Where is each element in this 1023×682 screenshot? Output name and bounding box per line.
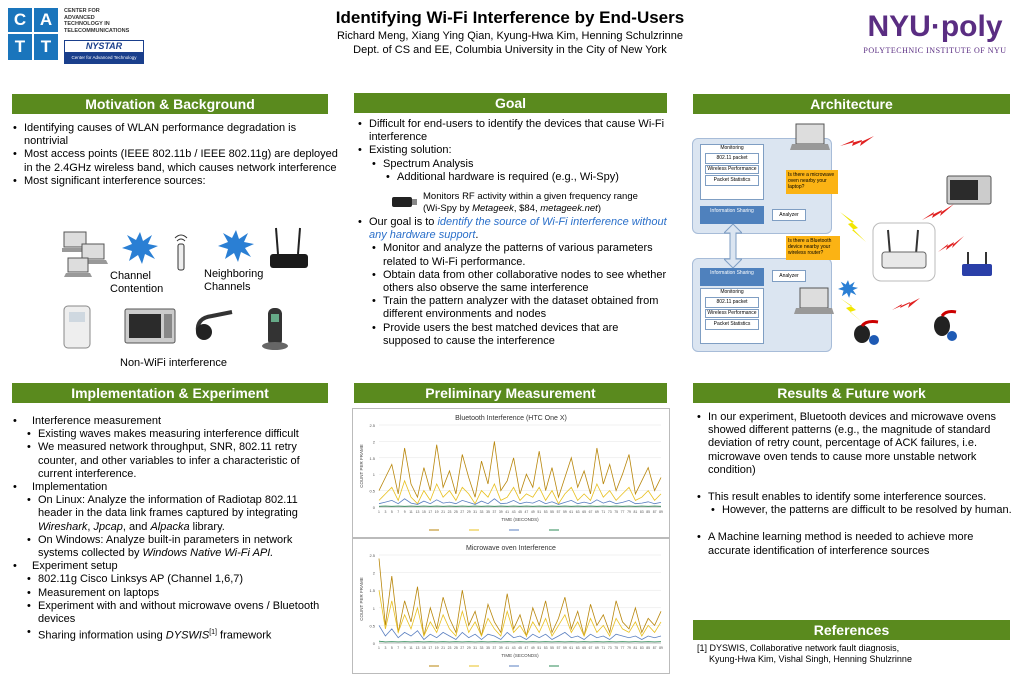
x-tick-label: 69 — [595, 510, 599, 514]
x-tick-label: 57 — [556, 646, 561, 650]
chart-title: Microwave oven Interference — [466, 545, 556, 552]
x-tick-label: 1 — [378, 510, 380, 514]
list-item: • In our experiment, Bluetooth devices and microwave ovens showed different patterns (e.g., the magnitude of standard deviation of retry count, percentage of ACK failures, i.e. microwave oven tends to cause more unstable network condition) — [696, 411, 1014, 477]
x-tick-label: 63 — [575, 510, 580, 514]
analyzer-box: Analyzer — [772, 209, 806, 221]
x-tick-label: 11 — [409, 646, 413, 650]
results-list — [696, 411, 1014, 558]
y-tick-label: 1.5 — [369, 588, 375, 594]
goal-list — [357, 118, 667, 184]
wispy-note: Monitors RF activity within a given frequency range (Wi-Spy by Metageek, $84, metageek.net) — [423, 191, 638, 214]
x-tick-label: 67 — [588, 646, 593, 650]
catt-letter-a: A — [34, 8, 58, 32]
x-tick-label: 29 — [466, 510, 471, 514]
x-tick-label: 23 — [447, 510, 452, 514]
x-tick-label: 7 — [397, 646, 400, 650]
list-item: • Obtain data from other collaborative nodes to see whether others also observe the same interference — [357, 269, 667, 295]
x-tick-label: 31 — [473, 510, 478, 514]
chart-title: Bluetooth Interference (HTC One X) — [455, 415, 567, 422]
authors: Richard Meng, Xiang Ying Qian, Kyung-Hwa Kim, Henning Schulzrinne — [336, 30, 684, 42]
x-tick-label: 9 — [403, 646, 406, 650]
x-tick-label: 33 — [479, 510, 484, 514]
implementation-heading: Implementation & Experiment — [12, 383, 328, 403]
y-tick-label: 2 — [372, 570, 375, 576]
x-tick-label: 45 — [518, 510, 522, 514]
y-tick-label: 2.5 — [369, 423, 375, 428]
list-item: • Interference measurement — [12, 415, 334, 428]
antenna-icon — [172, 232, 190, 272]
x-tick-label: 1 — [378, 646, 380, 650]
x-tick-label: 45 — [518, 646, 522, 650]
x-tick-label: 61 — [569, 510, 574, 514]
y-axis-label: COUNT PER FRAME — [359, 577, 364, 621]
x-tick-label: 23 — [447, 646, 452, 650]
x-tick-label: 71 — [601, 646, 606, 650]
x-tick-label: 41 — [505, 510, 510, 514]
list-item: • We measured network throughput, SNR, 802.11 retry counter, and other variables to infer a characteristic of current interference. — [12, 441, 334, 481]
nyupoly-logo: NYU·poly POLYTECHNIC INSTITUTE OF NYU — [863, 10, 1007, 55]
x-tick-label: 59 — [562, 646, 567, 650]
microwave-chart — [352, 538, 670, 674]
router-icon — [266, 226, 312, 272]
x-tick-label: 27 — [460, 510, 465, 514]
y-tick-label: 0 — [372, 505, 375, 510]
x-tick-label: 29 — [466, 646, 471, 650]
x-tick-label: 87 — [652, 646, 657, 650]
bluetooth-headset-icon — [192, 308, 238, 344]
starburst-icon — [838, 280, 858, 298]
implementation-list — [12, 415, 334, 643]
x-tick-label: 3 — [384, 510, 387, 514]
x-tick-label: 85 — [646, 646, 651, 650]
catt-letter-t2: T — [34, 34, 58, 60]
monitoring-box: Monitoring 802.11 packet Wireless Performance Packet Statistics — [700, 288, 764, 344]
label-nonwifi: Non-WiFi interference — [120, 357, 227, 369]
lightning-icon — [892, 298, 920, 314]
x-tick-label: 19 — [434, 646, 439, 650]
x-tick-label: 41 — [505, 646, 510, 650]
y-tick-label: 1 — [372, 605, 375, 611]
list-item: • This result enables to identify some interference sources. — [696, 491, 1014, 504]
list-item: • Additional hardware is required (e.g., Wi-Spy) — [357, 171, 667, 184]
x-tick-label: 85 — [646, 510, 651, 514]
lightning-icon — [922, 202, 954, 224]
cordless-phone-icon — [260, 306, 290, 350]
results-heading: Results & Future work — [693, 383, 1010, 403]
catt-logo — [4, 4, 154, 66]
info-sharing-box: Information Sharing — [700, 268, 764, 286]
x-tick-label: 73 — [607, 646, 612, 650]
x-tick-label: 15 — [421, 646, 426, 650]
x-tick-label: 63 — [575, 646, 580, 650]
list-item: • On Windows: Analyze built-in parameters in network systems collected by Windows Native Wi-Fi API. — [12, 534, 334, 560]
x-tick-label: 57 — [556, 510, 561, 514]
y-tick-label: 1 — [372, 472, 375, 478]
x-tick-label: 83 — [639, 646, 644, 650]
laptops-icon — [62, 228, 112, 280]
y-tick-label: 0.5 — [369, 488, 375, 494]
x-tick-label: 65 — [582, 510, 586, 514]
x-tick-label: 77 — [620, 646, 625, 650]
list-item: • Difficult for end-users to identify the devices that cause Wi-Fi interference — [357, 118, 667, 144]
question-bubble-microwave: Is there a microwave oven nearby your laptop? — [786, 170, 838, 194]
reference-entry: [1] DYSWIS, Collaborative network fault diagnosis, Kyung-Hwa Kim, Vishal Singh, Henning Shulzrinne — [697, 643, 912, 664]
label-neighboring-channels: Neighboring Channels — [204, 268, 264, 293]
x-tick-label: 69 — [595, 646, 599, 650]
architecture-heading: Architecture — [693, 94, 1010, 114]
wispy-device-icon — [390, 194, 418, 210]
x-tick-label: 51 — [537, 510, 542, 514]
bluetooth-headset-icon — [852, 318, 882, 346]
lightning-icon — [840, 132, 874, 154]
x-tick-label: 53 — [543, 510, 548, 514]
x-tick-label: 31 — [473, 646, 478, 650]
x-tick-label: 9 — [403, 510, 406, 514]
linksys-router-icon — [960, 250, 994, 278]
x-tick-label: 49 — [530, 510, 535, 514]
y-tick-label: 1.5 — [369, 455, 375, 461]
x-tick-label: 47 — [524, 510, 529, 514]
x-tick-label: 25 — [454, 510, 458, 514]
x-tick-label: 35 — [486, 510, 490, 514]
x-tick-label: 81 — [633, 510, 638, 514]
x-tick-label: 81 — [633, 646, 638, 650]
y-tick-label: 2 — [372, 439, 375, 445]
laptop-icon — [790, 122, 830, 154]
x-tick-label: 35 — [486, 646, 490, 650]
catt-letter-t1: T — [8, 34, 32, 60]
label-channel-contention: Channel Contention — [110, 270, 164, 295]
x-tick-label: 87 — [652, 510, 657, 514]
x-tick-label: 7 — [397, 510, 400, 514]
x-tick-label: 39 — [498, 646, 503, 650]
x-tick-label: 59 — [562, 510, 567, 514]
starburst-icon — [122, 232, 158, 264]
list-item: • Monitor and analyze the patterns of various parameters related to Wi-Fi performance. — [357, 242, 667, 268]
list-item: • Identifying causes of WLAN performance degradation is nontrivial — [12, 122, 338, 148]
x-tick-label: 17 — [428, 510, 433, 514]
goal-heading: Goal — [354, 93, 667, 113]
motivation-heading: Motivation & Background — [12, 94, 328, 114]
list-item: • However, the patterns are difficult to be resolved by human. — [696, 504, 1014, 517]
x-tick-label: 43 — [511, 510, 516, 514]
list-item: • 802.11g Cisco Linksys AP (Channel 1,6,7) — [12, 573, 334, 586]
x-tick-label: 79 — [627, 646, 631, 650]
x-tick-label: 79 — [627, 510, 631, 514]
series-line — [379, 441, 661, 497]
x-tick-label: 89 — [659, 510, 663, 514]
x-tick-label: 5 — [390, 510, 393, 514]
sharing-arrow-icon — [724, 224, 742, 268]
bluetooth-headset-icon — [930, 308, 960, 342]
x-tick-label: 27 — [460, 646, 465, 650]
x-axis-label: TIME (SECONDS) — [501, 653, 539, 658]
x-tick-label: 11 — [409, 510, 413, 514]
list-item: • Existing waves makes measuring interference difficult — [12, 428, 334, 441]
series-line — [379, 625, 661, 639]
x-tick-label: 65 — [582, 646, 586, 650]
x-tick-label: 71 — [601, 510, 606, 514]
x-tick-label: 33 — [479, 646, 484, 650]
goal-list-2 — [357, 216, 667, 348]
starburst-icon — [218, 230, 254, 262]
poster-title: Identifying Wi-Fi Interference by End-Users — [335, 8, 685, 27]
bluetooth-chart — [352, 408, 670, 538]
x-tick-label: 55 — [550, 646, 554, 650]
list-item: • Sharing information using DYSWIS[1] framework — [12, 626, 334, 643]
y-tick-label: 0.5 — [369, 623, 375, 629]
x-tick-label: 51 — [537, 646, 542, 650]
nystar-logo: NYSTAR Center for Advanced Technology — [64, 40, 144, 64]
x-axis-label: TIME (SECONDS) — [501, 517, 539, 522]
list-item: • A Machine learning method is needed to achieve more accurate identification of interference sources — [696, 531, 1014, 557]
list-item: • Experiment with and without microwave ovens / Bluetooth devices — [12, 600, 334, 626]
router-box-icon — [872, 222, 936, 282]
x-tick-label: 15 — [421, 510, 426, 514]
architecture-diagram — [690, 118, 1020, 352]
info-sharing-box: Information Sharing — [700, 206, 764, 224]
list-item: • Our goal is to identify the source of Wi-Fi interference without any hardware support. — [357, 216, 667, 242]
motivation-list — [12, 122, 338, 188]
x-tick-label: 13 — [415, 510, 420, 514]
x-tick-label: 49 — [530, 646, 535, 650]
x-tick-label: 21 — [441, 646, 445, 650]
list-item: • Train the pattern analyzer with the dataset obtained from different environments and nodes — [357, 295, 667, 321]
x-tick-label: 39 — [498, 510, 503, 514]
microwave-icon — [124, 306, 176, 346]
x-tick-label: 21 — [441, 510, 445, 514]
x-tick-label: 53 — [543, 646, 548, 650]
list-item: • Spectrum Analysis — [357, 158, 667, 171]
list-item: • Most significant interference sources: — [12, 175, 338, 188]
list-item: • Implementation — [12, 481, 334, 494]
x-tick-label: 25 — [454, 646, 458, 650]
x-tick-label: 43 — [511, 646, 516, 650]
x-tick-label: 61 — [569, 646, 574, 650]
x-tick-label: 37 — [492, 510, 497, 514]
analyzer-box: Analyzer — [772, 270, 806, 282]
series-line — [379, 641, 661, 642]
lightning-icon — [840, 212, 866, 242]
list-item: • Provide users the best matched devices that are supposed to cause the interference — [357, 322, 667, 348]
list-item: • On Linux: Analyze the information of Radiotap 802.11 header in the data link frames captured by integrating Wireshark, Jpcap, and Alpacka library. — [12, 494, 334, 534]
x-tick-label: 13 — [415, 646, 420, 650]
list-item: • Most access points (IEEE 802.11b / IEEE 802.11g) are deployed in the 2.4GHz wireless band, which causes network interference — [12, 148, 338, 174]
x-tick-label: 89 — [659, 646, 663, 650]
x-tick-label: 3 — [384, 646, 387, 650]
list-item: • Measurement on laptops — [12, 587, 334, 600]
x-tick-label: 55 — [550, 510, 554, 514]
x-tick-label: 77 — [620, 510, 625, 514]
list-item: • Existing solution: — [357, 144, 667, 157]
x-tick-label: 19 — [434, 510, 439, 514]
catt-letter-c: C — [8, 8, 32, 32]
laptop-icon — [794, 286, 834, 318]
y-axis-label: COUNT PER FRAME — [359, 444, 364, 488]
preliminary-heading: Preliminary Measurement — [354, 383, 667, 403]
y-tick-label: 0 — [372, 641, 375, 646]
x-tick-label: 83 — [639, 510, 644, 514]
x-tick-label: 75 — [614, 510, 619, 514]
y-tick-label: 2.5 — [369, 553, 375, 558]
x-tick-label: 17 — [428, 646, 433, 650]
x-tick-label: 47 — [524, 646, 529, 650]
references-heading: References — [693, 620, 1010, 640]
x-tick-label: 67 — [588, 510, 593, 514]
phone-base-icon — [60, 304, 94, 350]
x-tick-label: 75 — [614, 646, 619, 650]
x-tick-label: 73 — [607, 510, 612, 514]
microwave-chart-svg — [353, 539, 669, 673]
x-tick-label: 37 — [492, 646, 497, 650]
affiliation: Dept. of CS and EE, Columbia University in the City of New York — [353, 44, 667, 56]
bluetooth-chart-svg — [353, 409, 669, 537]
list-item: • Experiment setup — [12, 560, 334, 573]
catt-text: CENTER FOR ADVANCED TECHNOLOGY IN TELECOMMUNICATIONS — [64, 8, 130, 34]
question-bubble-bluetooth: Is there a Bluetooth device nearby your wireless router? — [786, 236, 840, 260]
monitoring-box: Monitoring 802.11 packet Wireless Performance Packet Statistics — [700, 144, 764, 200]
x-tick-label: 5 — [390, 646, 393, 650]
